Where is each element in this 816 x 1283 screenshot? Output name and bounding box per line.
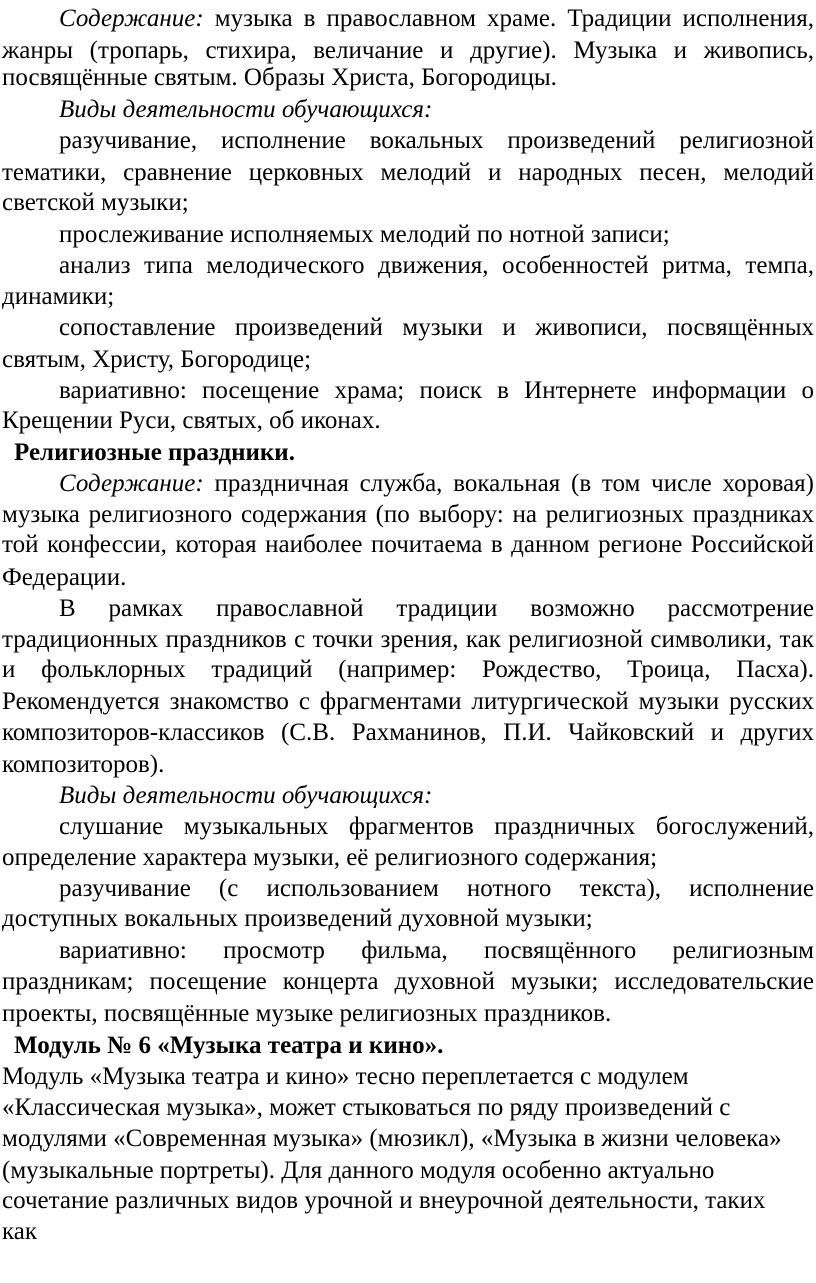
- text-line: тематики, сравнение церковных мелодий и народных песен, мелодий: [2, 159, 814, 186]
- line-text: праздничная служба, вокальная (в том числе хоровая): [203, 470, 814, 497]
- text-line: как: [2, 1218, 38, 1245]
- text-line: «Классическая музыка», может стыковаться по ряду произведений с: [2, 1094, 731, 1121]
- line-text: музыка в православном храме. Традиции исполнения,: [203, 5, 814, 32]
- text-line: жанры (тропарь, стихира, величание и другие). Музыка и живопись,: [2, 37, 814, 64]
- text-line: Виды деятельности обучающихся:: [59, 782, 433, 809]
- text-line: сопоставление произведений музыки и живописи, посвящённых: [59, 314, 814, 341]
- text-line: музыка религиозного содержания (по выбору: на религиозных праздниках: [2, 501, 814, 528]
- text-line: модулями «Современная музыка» (мюзикл), «Музыка в жизни человека»: [2, 1125, 782, 1152]
- section-heading: Религиозные праздники.: [14, 439, 295, 466]
- text-line: проекты, посвящённые музыке религиозных праздников.: [2, 1000, 612, 1027]
- italic-label: Содержание:: [59, 470, 204, 497]
- text-line: сочетание различных видов урочной и внеурочной деятельности, таких: [2, 1187, 766, 1214]
- text-line: посвящённые святым. Образы Христа, Богородицы.: [2, 64, 557, 91]
- text-line: Модуль «Музыка театра и кино» тесно переплетается с модулем: [2, 1063, 689, 1090]
- text-line: святым, Христу, Богородице;: [2, 346, 312, 373]
- text-line: Федерации.: [2, 564, 127, 591]
- text-line: [59, 469, 814, 499]
- section-heading: Модуль № 6 «Музыка театра и кино».: [14, 1032, 444, 1059]
- text-line: [59, 4, 814, 34]
- text-line: и фольклорных традиций (например: Рождество, Троица, Пасха).: [2, 656, 814, 683]
- text-line: разучивание (с использованием нотного текста), исполнение: [59, 875, 814, 902]
- text-line: определение характера музыки, её религиозного содержания;: [2, 844, 658, 871]
- text-line: композиторов-классиков (С.В. Рахманинов, П.И. Чайковский и других: [2, 719, 814, 746]
- text-line: доступных вокальных произведений духовной музыки;: [2, 905, 593, 932]
- text-line: светской музыки;: [2, 189, 189, 216]
- text-line: вариативно: просмотр фильма, посвящённого религиозным: [59, 937, 814, 964]
- text-line: композиторов).: [2, 751, 165, 778]
- text-line: анализ типа мелодического движения, особенностей ритма, темпа,: [59, 252, 814, 279]
- text-line: прослеживание исполняемых мелодий по нотной записи;: [59, 221, 670, 248]
- text-line: (музыкальные портреты). Для данного модуля особенно актуально: [2, 1157, 715, 1184]
- text-line: традиционных праздников с точки зрения, как религиозной символики, так: [2, 626, 814, 653]
- text-line: праздникам; посещение концерта духовной музыки; исследовательские: [2, 968, 814, 995]
- text-line: В рамках православной традиции возможно рассмотрение: [59, 595, 814, 622]
- text-line: Виды деятельности обучающихся:: [59, 96, 433, 123]
- text-line: динамики;: [2, 283, 115, 310]
- text-line: той конфессии, которая наиболее почитаема в данном регионе Российской: [2, 531, 814, 558]
- italic-label: Содержание:: [59, 5, 204, 32]
- text-line: разучивание, исполнение вокальных произведений религиозной: [59, 127, 814, 154]
- text-line: слушание музыкальных фрагментов праздничных богослужений,: [59, 813, 814, 840]
- text-line: вариативно: посещение храма; поиск в Интернете информации о: [59, 377, 814, 404]
- text-line: Рекомендуется знакомство с фрагментами литургической музыки русских: [2, 688, 814, 715]
- text-line: Крещении Руси, святых, об иконах.: [2, 407, 381, 434]
